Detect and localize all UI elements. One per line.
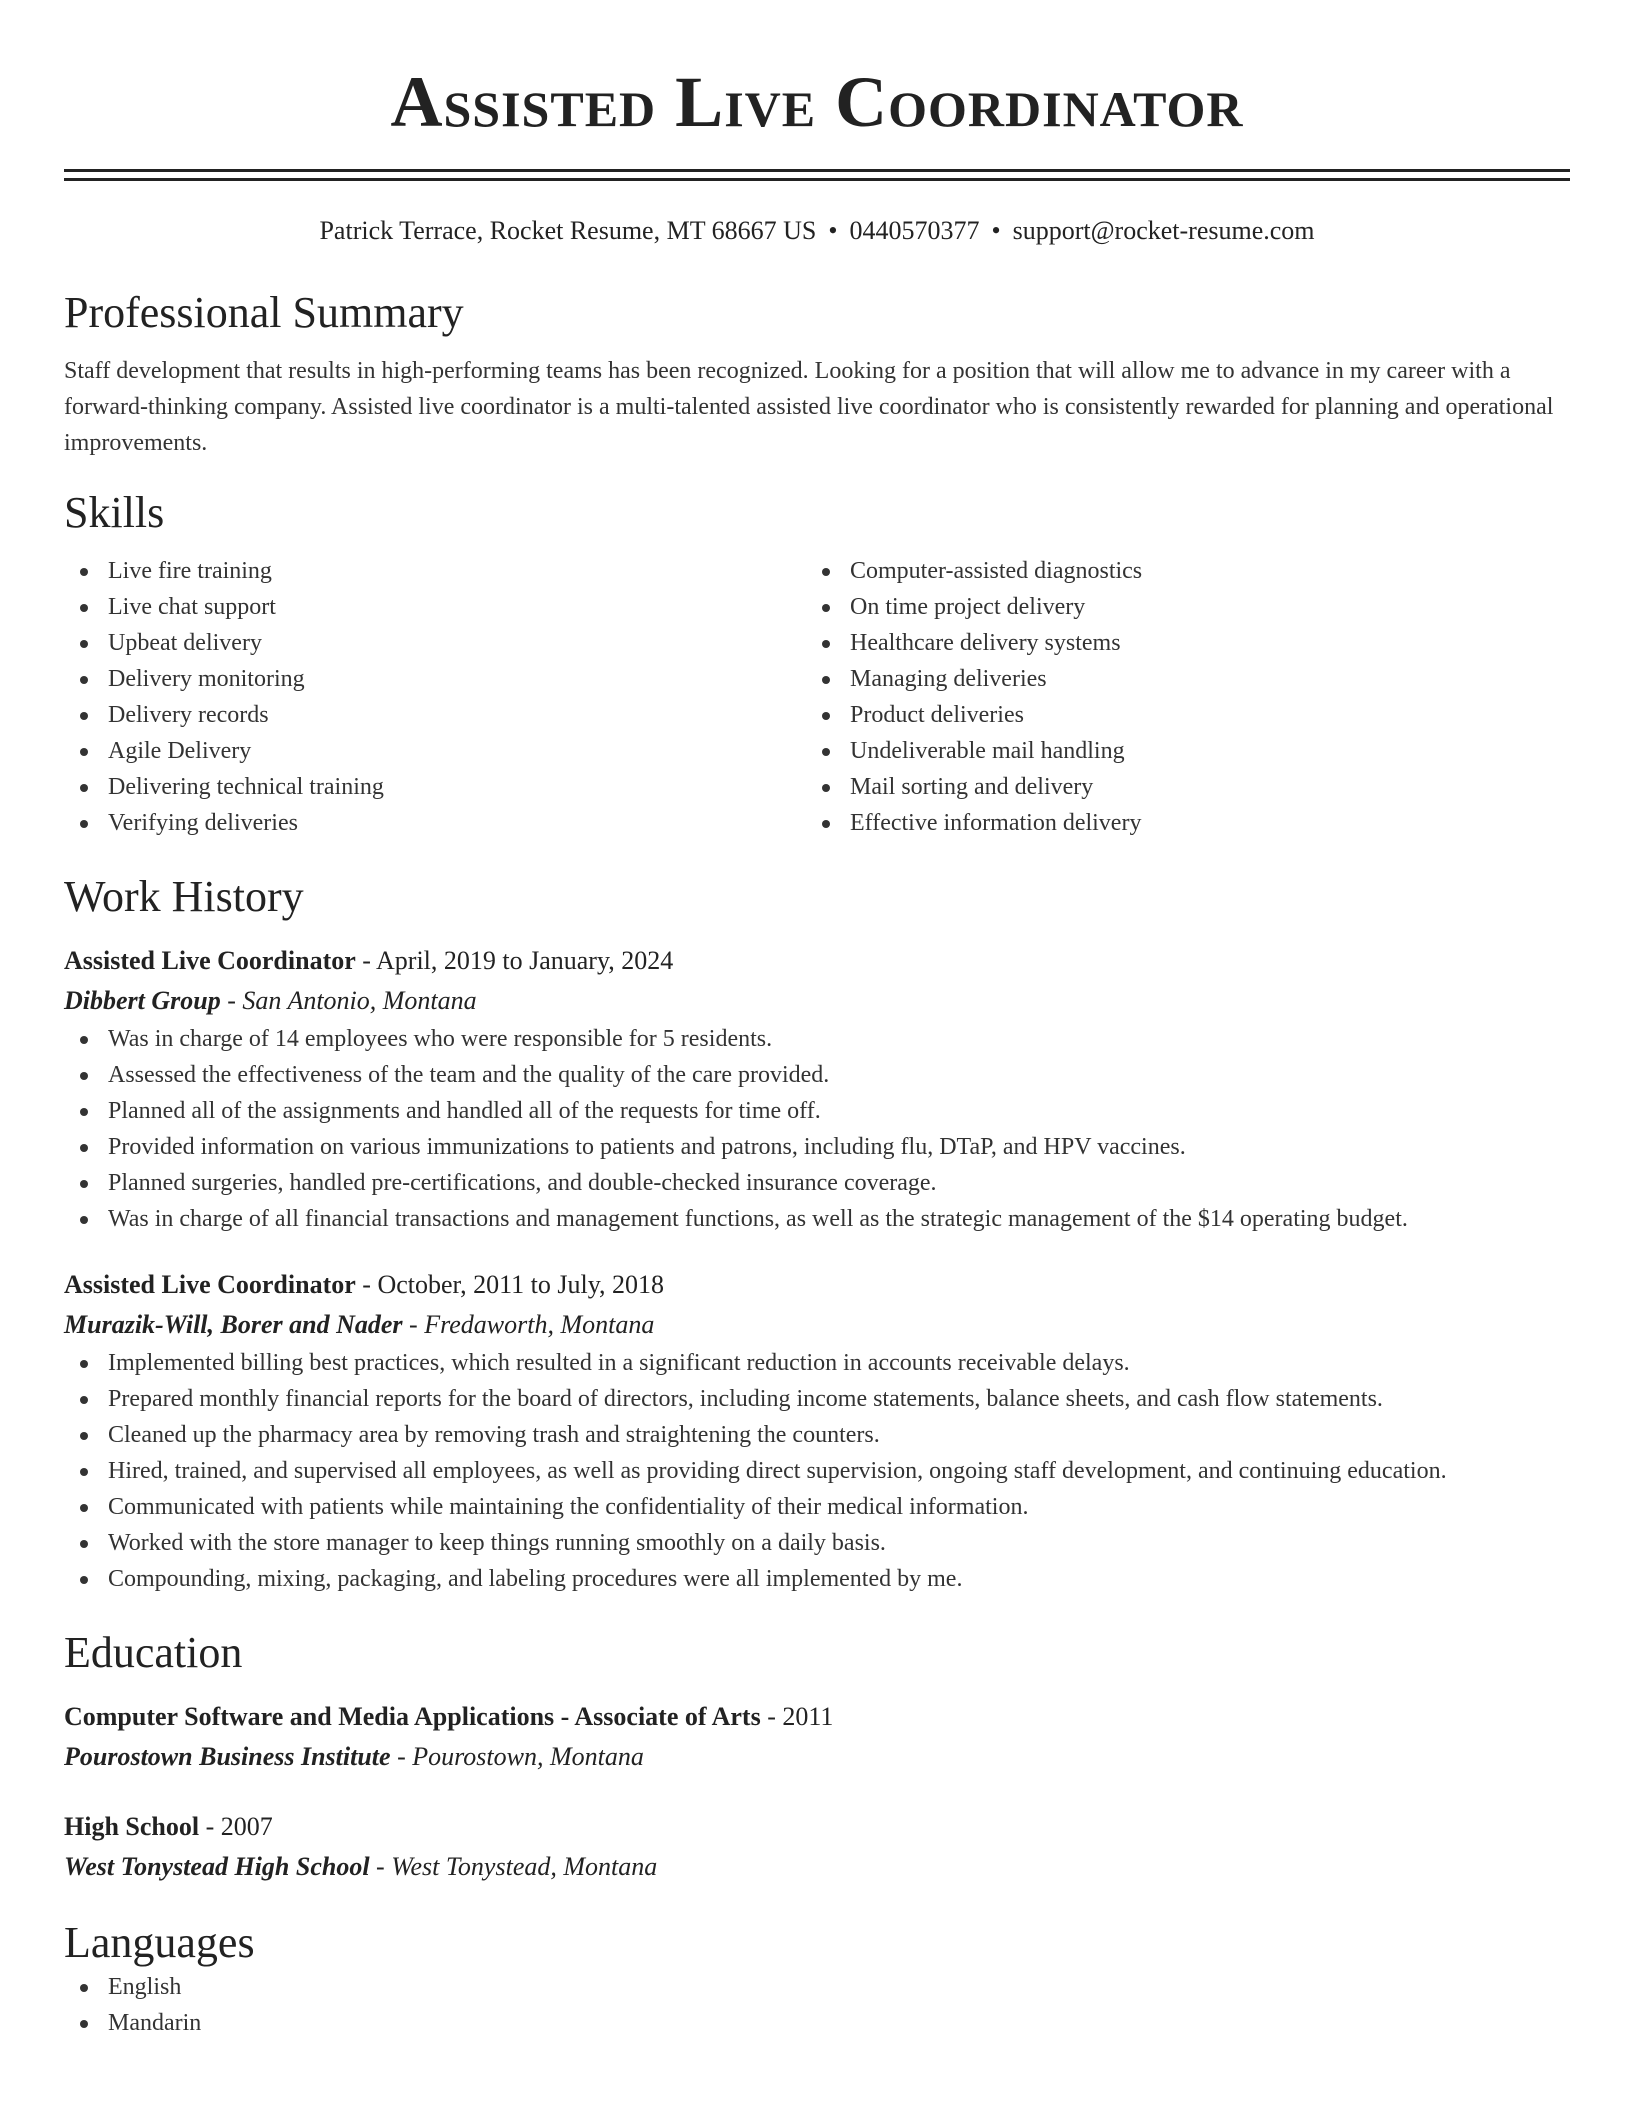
skill-item: Delivery monitoring bbox=[64, 661, 806, 697]
job-company: Murazik-Will, Borer and Nader bbox=[64, 1310, 403, 1339]
skill-item: Upbeat delivery bbox=[64, 625, 806, 661]
skill-item: Live fire training bbox=[64, 553, 806, 589]
contact-email: support@rocket-resume.com bbox=[1012, 216, 1315, 245]
skill-item: Delivery records bbox=[64, 697, 806, 733]
contact-address: Patrick Terrace, Rocket Resume, MT 68667 US bbox=[319, 216, 817, 245]
header-rule-top bbox=[64, 169, 1570, 172]
skill-item: Effective information delivery bbox=[806, 805, 1548, 841]
job-duty-item: Hired, trained, and supervised all employees, as well as providing direct supervision, ongoing staff development, and continuing education. bbox=[64, 1453, 1570, 1489]
contact-separator: • bbox=[828, 216, 838, 245]
skill-item: Healthcare delivery systems bbox=[806, 625, 1548, 661]
education-degree: Computer Software and Media Applications - Associate of Arts bbox=[64, 1702, 761, 1731]
education-school-line bbox=[64, 1737, 1570, 1777]
education-heading: Education bbox=[64, 1628, 243, 1677]
skills-columns bbox=[64, 553, 1570, 841]
education-school: Pourostown Business Institute bbox=[64, 1742, 391, 1771]
contact-line bbox=[64, 215, 1570, 247]
education-degree-line bbox=[64, 1697, 1570, 1737]
skill-item: Managing deliveries bbox=[806, 661, 1548, 697]
job-duty-item: Planned all of the assignments and handled all of the requests for time off. bbox=[64, 1093, 1570, 1129]
resume-name-heading: Assisted Live Coordinator bbox=[390, 62, 1244, 142]
job-duties-list bbox=[64, 1345, 1570, 1597]
job-company-line bbox=[64, 1305, 1570, 1345]
summary-text: Staff development that results in high-performing teams has been recognized. Looking for a position that will allow me to advance in my career with a forward-thinking company. Assisted live coordinator is a multi-talented assisted live coordinator who is consistently rewarded for planning and operational improvements. bbox=[64, 358, 1554, 456]
languages-list bbox=[64, 1969, 1570, 2041]
job-duty-item: Communicated with patients while maintaining the confidentiality of their medical information. bbox=[64, 1489, 1570, 1525]
job-dates: - April, 2019 to January, 2024 bbox=[355, 946, 674, 975]
skills-heading: Skills bbox=[64, 488, 165, 537]
skill-item: Product deliveries bbox=[806, 697, 1548, 733]
skills-list-right bbox=[806, 553, 1548, 841]
skill-item: Delivering technical training bbox=[64, 769, 806, 805]
skill-item: Undeliverable mail handling bbox=[806, 733, 1548, 769]
job-entry bbox=[64, 1265, 1570, 1597]
skill-item: Live chat support bbox=[64, 589, 806, 625]
skill-item: Verifying deliveries bbox=[64, 805, 806, 841]
job-role: Assisted Live Coordinator bbox=[64, 1270, 356, 1299]
resume-page bbox=[64, 0, 1570, 2041]
education-location: - Pourostown, Montana bbox=[390, 1742, 644, 1771]
job-duty-item: Provided information on various immunizations to patients and patrons, including flu, DTaP, and HPV vaccines. bbox=[64, 1129, 1570, 1165]
job-location: - San Antonio, Montana bbox=[220, 986, 477, 1015]
job-company: Dibbert Group bbox=[64, 986, 221, 1015]
skill-item: Mail sorting and delivery bbox=[806, 769, 1548, 805]
education-year: - 2011 bbox=[760, 1702, 834, 1731]
education-year: - 2007 bbox=[199, 1812, 273, 1841]
job-duty-item: Prepared monthly financial reports for the board of directors, including income statements, balance sheets, and cash flow statements. bbox=[64, 1381, 1570, 1417]
skill-item: Computer-assisted diagnostics bbox=[806, 553, 1548, 589]
job-duty-item: Planned surgeries, handled pre-certifications, and double-checked insurance coverage. bbox=[64, 1165, 1570, 1201]
education-entry bbox=[64, 1697, 1570, 1777]
languages-heading: Languages bbox=[64, 1918, 255, 1967]
job-duty-item: Was in charge of all financial transactions and management functions, as well as the strategic management of the $14 operating budget. bbox=[64, 1201, 1570, 1237]
skills-list-left bbox=[64, 553, 806, 841]
skill-item: On time project delivery bbox=[806, 589, 1548, 625]
job-duty-item: Was in charge of 14 employees who were responsible for 5 residents. bbox=[64, 1021, 1570, 1057]
job-dates: - October, 2011 to July, 2018 bbox=[355, 1270, 665, 1299]
language-item: Mandarin bbox=[64, 2005, 1570, 2041]
education-location: - West Tonystead, Montana bbox=[369, 1852, 658, 1881]
summary-heading: Professional Summary bbox=[64, 288, 464, 337]
job-duties-list bbox=[64, 1021, 1570, 1237]
language-item: English bbox=[64, 1969, 1570, 2005]
education-school: West Tonystead High School bbox=[64, 1852, 370, 1881]
contact-separator: • bbox=[991, 216, 1001, 245]
job-duty-item: Implemented billing best practices, which resulted in a significant reduction in accounts receivable delays. bbox=[64, 1345, 1570, 1381]
contact-phone: 0440570377 bbox=[849, 216, 980, 245]
job-title-line bbox=[64, 941, 1570, 981]
skill-item: Agile Delivery bbox=[64, 733, 806, 769]
job-duty-item: Compounding, mixing, packaging, and labeling procedures were all implemented by me. bbox=[64, 1561, 1570, 1597]
education-entry bbox=[64, 1807, 1570, 1887]
education-degree: High School bbox=[64, 1812, 200, 1841]
education-school-line bbox=[64, 1847, 1570, 1887]
job-role: Assisted Live Coordinator bbox=[64, 946, 356, 975]
job-duty-item: Assessed the effectiveness of the team and the quality of the care provided. bbox=[64, 1057, 1570, 1093]
job-duty-item: Cleaned up the pharmacy area by removing trash and straightening the counters. bbox=[64, 1417, 1570, 1453]
job-duty-item: Worked with the store manager to keep things running smoothly on a daily basis. bbox=[64, 1525, 1570, 1561]
work-history-heading: Work History bbox=[64, 872, 304, 921]
job-location: - Fredaworth, Montana bbox=[402, 1310, 655, 1339]
header-rule-bottom bbox=[64, 178, 1570, 181]
job-title-line bbox=[64, 1265, 1570, 1305]
education-degree-line bbox=[64, 1807, 1570, 1847]
job-company-line bbox=[64, 981, 1570, 1021]
job-entry bbox=[64, 941, 1570, 1237]
